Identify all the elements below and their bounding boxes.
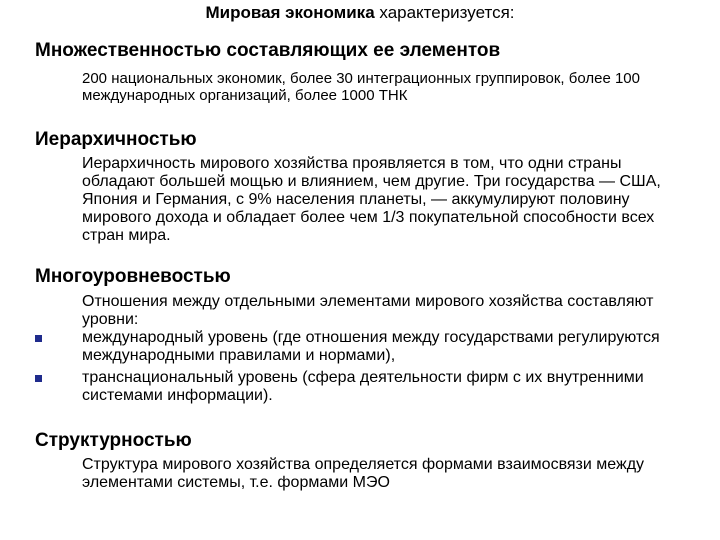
heading-multiplicity: Множественностью составляющих ее элементов xyxy=(35,40,501,61)
heading-hierarchy: Иерархичностью xyxy=(35,129,197,150)
slide-title xyxy=(0,2,720,24)
bullet-square-icon xyxy=(35,335,42,342)
bullet-text-transnational: транснациональный уровень (сфера деятельности фирм с их внутренними системами информации). xyxy=(82,369,644,404)
heading-structure: Структурностью xyxy=(35,430,192,451)
bullet-text-international: международный уровень (где отношения между государствами регулируются международными правилами и нормами), xyxy=(82,329,660,364)
bullet-square-icon xyxy=(35,375,42,382)
text-multiplicity: 200 национальных экономик, более 30 интеграционных группировок, более 100 международных организаций, более 1000 ТНК xyxy=(82,70,640,104)
title-bold-part: Мировая экономика xyxy=(205,3,375,22)
text-structure: Структура мирового хозяйства определяется формами взаимосвязи между элементами системы, т.е. формами МЭО xyxy=(82,456,645,491)
text-multilevel: Отношения между отдельными элементами мирового хозяйства составляют уровни: xyxy=(82,293,654,328)
text-hierarchy: Иерархичность мирового хозяйства проявляется в том, что одни страны обладают большей мощью и влиянием, чем другие. Три государства — США, Япония и Германия, с 9% населения планеты, — аккумулируют половину мирового дохода и обладает более чем 1/3 покупательной способности всех стран мира. xyxy=(82,155,661,244)
title-rest: характеризуется: xyxy=(374,3,515,22)
heading-multilevel: Многоуровневостью xyxy=(35,266,231,287)
